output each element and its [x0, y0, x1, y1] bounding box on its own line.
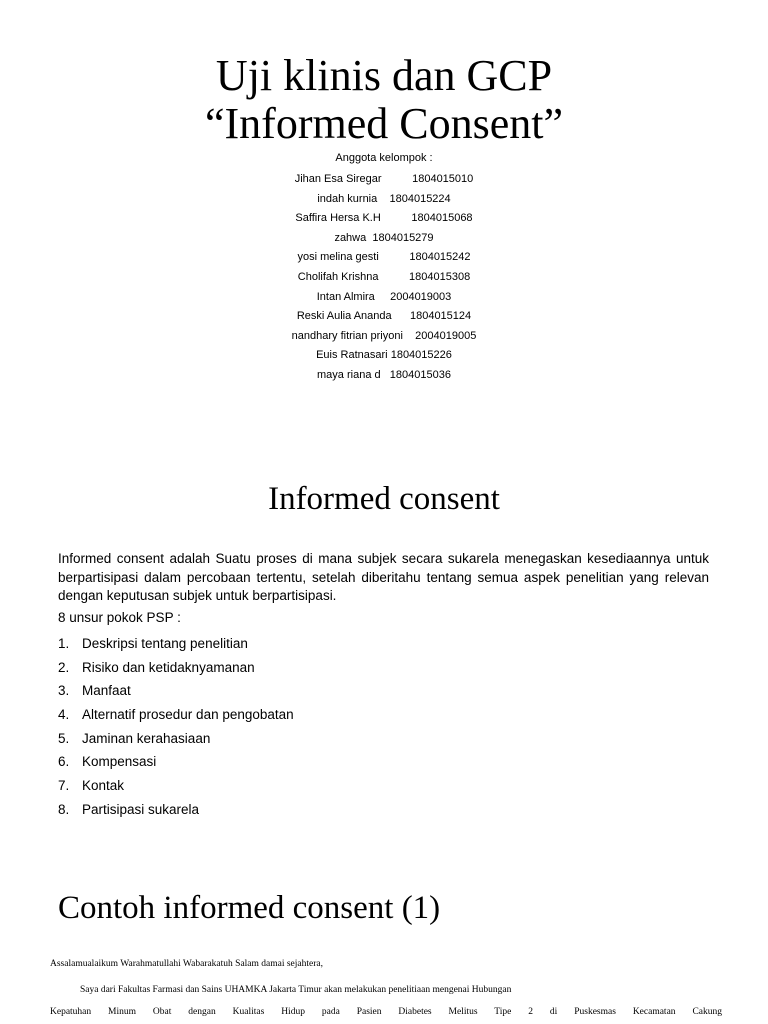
member-nim: 1804015242	[409, 251, 471, 264]
member-row	[0, 209, 768, 229]
list-item-text: Alternatif prosedur dan pengobatan	[82, 707, 294, 723]
member-name: nandhary fitrian priyoni	[291, 329, 403, 342]
member-name: Saffira Hersa K.H	[295, 212, 381, 225]
list-item-number: 3.	[58, 683, 70, 699]
member-nim: 1804015010	[412, 173, 474, 185]
elements-list	[58, 632, 294, 822]
member-nim: 1804015124	[409, 310, 472, 323]
member-row	[0, 288, 768, 308]
member-nim: 1804015226	[390, 349, 452, 362]
member-nim: 1804015308	[409, 270, 471, 283]
list-item-number: 6.	[58, 754, 70, 770]
list-item-text: Risiko dan ketidaknyamanan	[82, 659, 255, 675]
list-item-text: Partisipasi sukarela	[82, 801, 200, 817]
members-list	[0, 170, 768, 386]
list-item-number: 2.	[58, 659, 70, 675]
member-name: yosi melina gesti	[297, 251, 379, 264]
list-item	[58, 679, 294, 703]
list-item-number: 8.	[58, 801, 70, 817]
list-item-text: Manfaat	[82, 683, 131, 699]
member-nim: 1804015068	[411, 212, 473, 225]
list-item	[58, 750, 294, 774]
member-name: Euis Ratnasari	[316, 349, 388, 362]
section-heading-informed-consent: Informed consent	[268, 481, 500, 517]
list-item-text: Kompensasi	[82, 754, 157, 770]
member-nim: 1804015224	[389, 192, 451, 205]
list-item	[58, 703, 294, 727]
member-row	[0, 327, 768, 347]
list-item-number: 4.	[58, 707, 70, 723]
member-row	[0, 190, 768, 210]
greeting-text: Assalamualaikum Warahmatullahi Wabarakatuh Salam damai sejahtera,	[50, 959, 323, 969]
member-nim: 1804015036	[389, 368, 451, 381]
list-item	[58, 727, 294, 751]
member-row	[0, 170, 768, 190]
list-item-text: Jaminan kerahasiaan	[82, 730, 211, 746]
elements-label: 8 unsur pokok PSP :	[58, 610, 181, 625]
intro-text-line2: Kepatuhan Minum Obat dengan Kualitas Hidup pada Pasien Diabetes Melitus Tipe 2 di Puskesmas Kecamatan Cakung	[50, 1007, 722, 1017]
member-row	[0, 248, 768, 268]
section-heading-example: Contoh informed consent (1)	[58, 890, 441, 926]
list-item-number: 7.	[58, 778, 70, 794]
member-name: Intan Almira	[316, 290, 375, 303]
document-title-line1: Uji klinis dan GCP	[215, 51, 553, 100]
member-row	[0, 268, 768, 288]
list-item-number: 5.	[58, 730, 70, 746]
member-name: indah kurnia	[317, 192, 378, 205]
member-name: Cholifah Krishna	[297, 270, 379, 283]
member-name: zahwa	[334, 231, 367, 244]
member-name: Reski Aulia Ananda	[296, 310, 392, 323]
document-title-line2: “Informed Consent”	[205, 99, 563, 148]
list-item-text: Kontak	[82, 778, 125, 794]
list-item	[58, 656, 294, 680]
member-row	[0, 229, 768, 249]
member-name: Jihan Esa Siregar	[294, 173, 382, 185]
members-heading: Anggota kelompok :	[335, 152, 433, 164]
member-name: maya riana d	[317, 368, 381, 381]
list-item	[58, 774, 294, 798]
member-nim: 2004019005	[415, 329, 477, 342]
list-item-text: Deskripsi tentang penelitian	[82, 636, 248, 651]
member-row	[0, 346, 768, 366]
member-row	[0, 307, 768, 327]
list-item	[58, 798, 294, 822]
member-row	[0, 366, 768, 386]
list-item	[58, 632, 294, 656]
member-nim: 2004019003	[390, 290, 452, 303]
member-nim: 1804015279	[372, 231, 434, 244]
list-item-number: 1.	[58, 636, 70, 651]
definition-paragraph: Informed consent adalah Suatu proses di mana subjek secara sukarela menegaskan kesediaannya untuk berpartisipasi dalam percobaan tertentu, setelah diberitahu tentang semua aspek penelitian yang relevan dengan keputusan subjek untuk berpartisipasi.	[58, 551, 709, 603]
intro-text-line1: Saya dari Fakultas Farmasi dan Sains UHAMKA Jakarta Timur akan melakukan penelitiaan mengenai Hubungan	[80, 985, 512, 995]
